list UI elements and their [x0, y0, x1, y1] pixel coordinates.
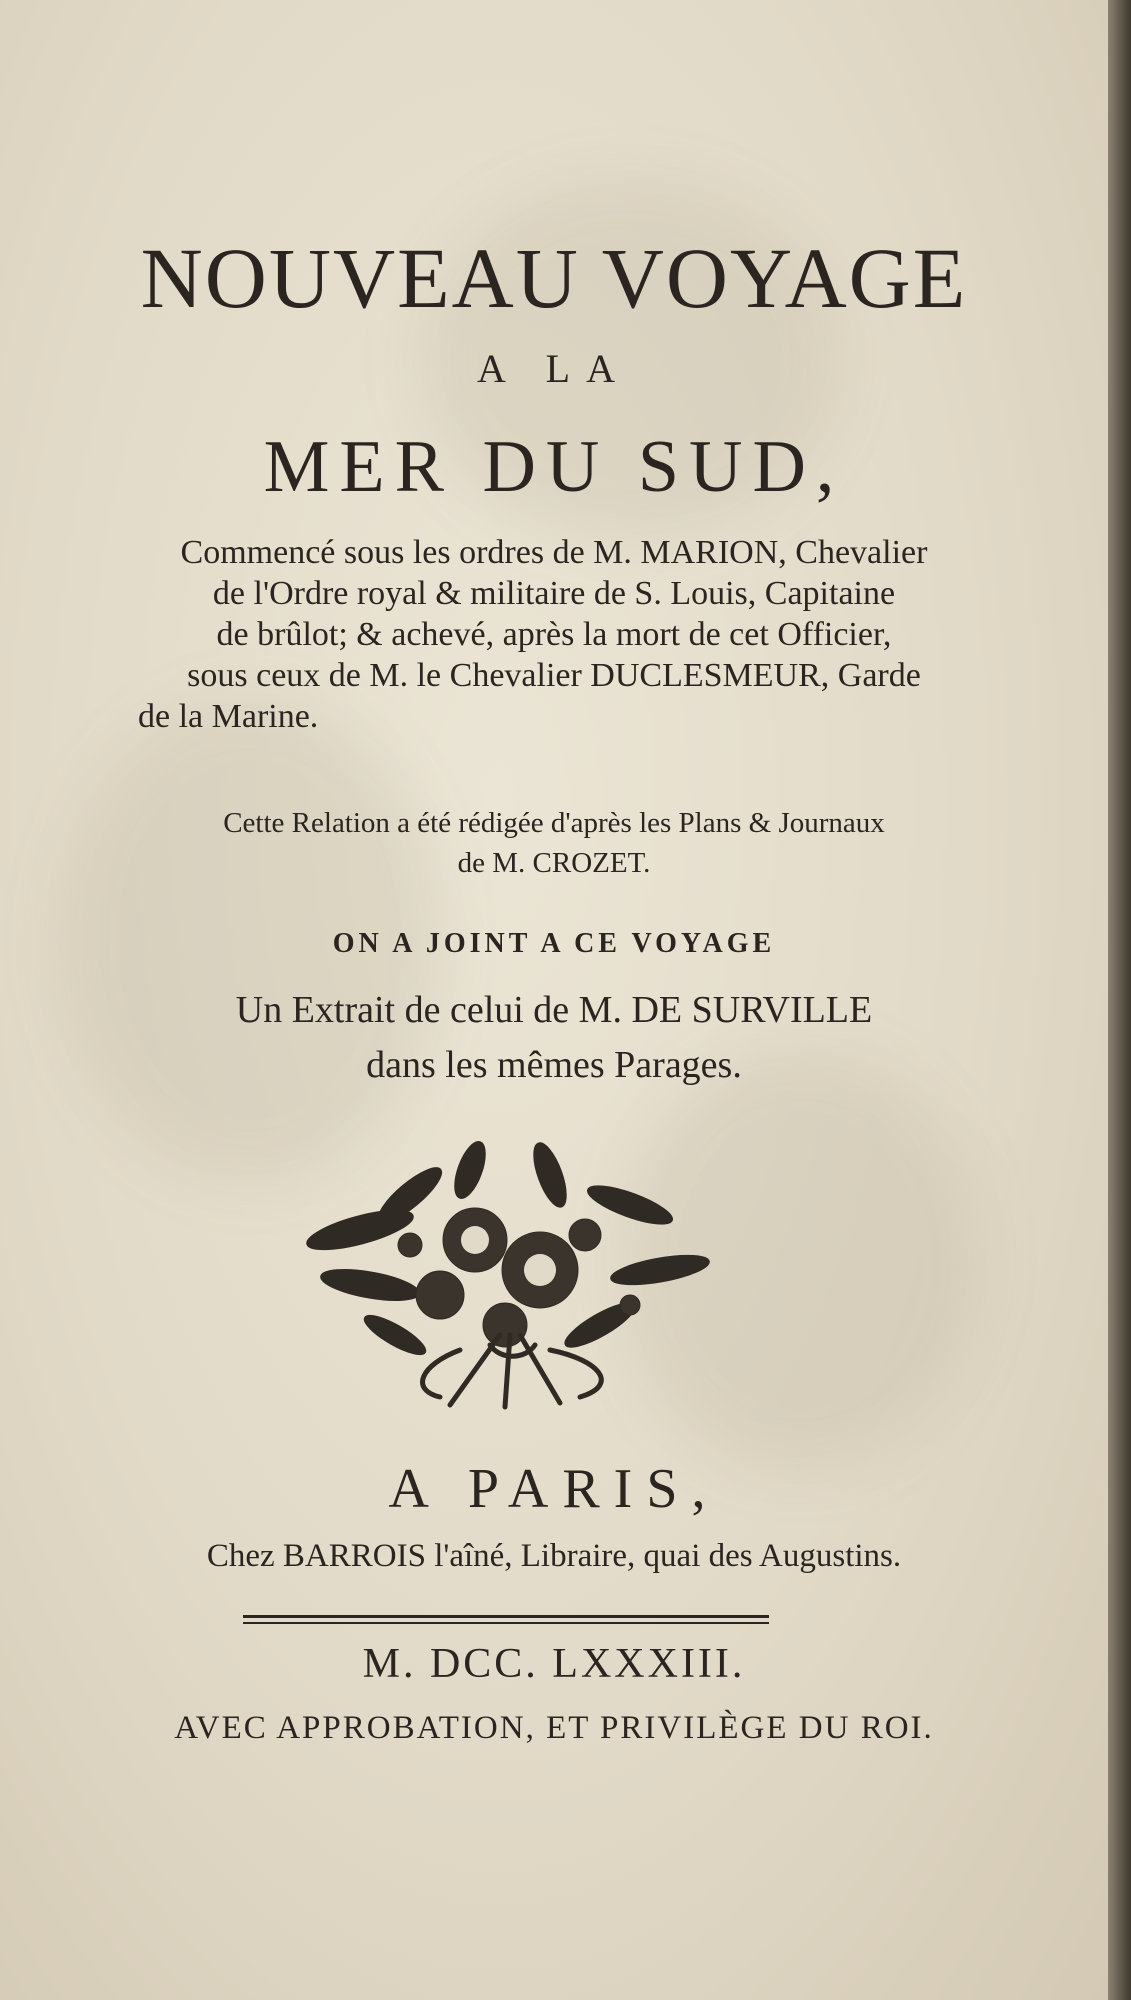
- description-line: Commencé sous les ordres de M. MARION, Chevalier: [180, 534, 928, 571]
- joint-line: ON A JOINT A CE VOYAGE: [332, 928, 776, 959]
- extrait-line: Un Extrait de celui de M. DE SURVILLE: [235, 989, 873, 1031]
- double-rule: [243, 1615, 769, 1618]
- book-edge: [1108, 0, 1131, 2000]
- relation-line: de M. CROZET.: [457, 847, 651, 879]
- publisher-line: Chez BARROIS l'aîné, Libraire, quai des Augustins.: [206, 1538, 902, 1574]
- description-line: sous ceux de M. le Chevalier DUCLESMEUR, Garde: [187, 657, 921, 694]
- title-line-3: MER DU SUD,: [263, 426, 845, 508]
- extrait-line: dans les mêmes Parages.: [366, 1044, 742, 1086]
- privilege-line: AVEC APPROBATION, ET PRIVILÈGE DU ROI.: [174, 1710, 934, 1746]
- description-line: de brûlot; & achevé, après la mort de cet Officier,: [216, 616, 892, 653]
- title-line-1: NOUVEAU VOYAGE: [140, 230, 968, 326]
- publication-date: M. DCC. LXXXIII.: [362, 1641, 746, 1687]
- floral-bouquet-ornament: [300, 1135, 720, 1410]
- place-of-publication: A PARIS,: [388, 1458, 720, 1520]
- relation-line: Cette Relation a été rédigée d'après les Plans & Journaux: [223, 807, 885, 839]
- double-rule: [243, 1622, 769, 1624]
- title-line-2: A LA: [477, 346, 631, 391]
- description-line: de la Marine.: [138, 698, 319, 735]
- description-line: de l'Ordre royal & militaire de S. Louis, Capitaine: [212, 575, 896, 612]
